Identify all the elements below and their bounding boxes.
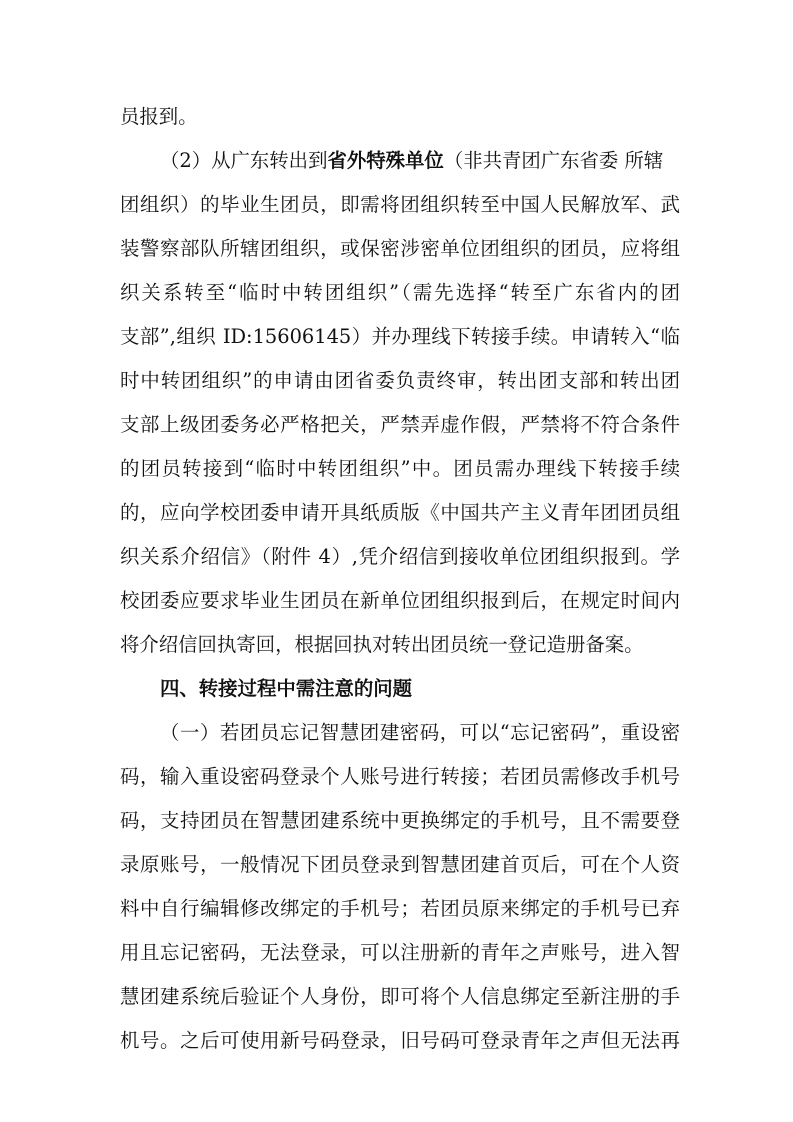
paragraph-line: 支部上级团委务必严格把关，严禁弄虚作假，严禁将不符合条件 xyxy=(120,413,680,436)
paragraph-line: 料中自行编辑修改绑定的手机号；若团员原来绑定的手机号已弃 xyxy=(120,897,680,920)
paragraph-line: 用且忘记密码，无法登录，可以注册新的青年之声账号，进入智 xyxy=(120,941,680,964)
section-heading: 四、转接过程中需注意的问题 xyxy=(160,677,413,700)
line-segment: （2）从广东转出到 xyxy=(160,149,328,172)
emphasis-text: 省外特殊单位 xyxy=(327,149,444,172)
paragraph-line: 团组织）的毕业生团员，即需将团组织转至中国人民解放军、武 xyxy=(120,193,680,216)
paragraph-line: 装警察部队所辖团组织，或保密涉密单位团组织的团员，应将组 xyxy=(120,237,680,260)
paragraph-line: 录原账号，一般情况下团员登录到智慧团建首页后，可在个人资 xyxy=(120,853,680,876)
paragraph-line: 机号。之后可使用新号码登录，旧号码可登录青年之声但无法再 xyxy=(120,1029,680,1052)
paragraph-line: 校团委应要求毕业生团员在新单位团组织报到后，在规定时间内 xyxy=(120,589,680,612)
line-segment: （非共青团广东省委 所辖 xyxy=(443,149,664,172)
paragraph-line: 织关系介绍信》（附件 4）,凭介绍信到接收单位团组织报到。学 xyxy=(120,545,680,568)
paragraph-line: 码，输入重设密码登录个人账号进行转接；若团员需修改手机号 xyxy=(120,765,680,788)
paragraph-line: 慧团建系统后验证个人身份，即可将个人信息绑定至新注册的手 xyxy=(120,985,680,1008)
paragraph-line: 的，应向学校团委申请开具纸质版《中国共产主义青年团团员组 xyxy=(120,501,680,524)
paragraph-line xyxy=(120,146,680,176)
paragraph-line: 时中转团组织”的申请由团省委负责终审，转出团支部和转出团 xyxy=(120,369,680,392)
paragraph-line: 员报到。 xyxy=(120,105,198,128)
paragraph-line: 码，支持团员在智慧团建系统中更换绑定的手机号，且不需要登 xyxy=(120,809,680,832)
paragraph-line: 的团员转接到“临时中转团组织”中。团员需办理线下转接手续 xyxy=(120,457,680,480)
paragraph-line: 支部”,组织 ID:15606145）并办理线下转接手续。申请转入“临 xyxy=(120,325,680,348)
paragraph-line: 织关系转至“临时中转团组织”（需先选择“转至广东省内的团 xyxy=(120,281,680,304)
paragraph-line: （一）若团员忘记智慧团建密码，可以“忘记密码”，重设密 xyxy=(160,721,680,744)
paragraph-line: 将介绍信回执寄回，根据回执对转出团员统一登记造册备案。 xyxy=(120,633,644,656)
